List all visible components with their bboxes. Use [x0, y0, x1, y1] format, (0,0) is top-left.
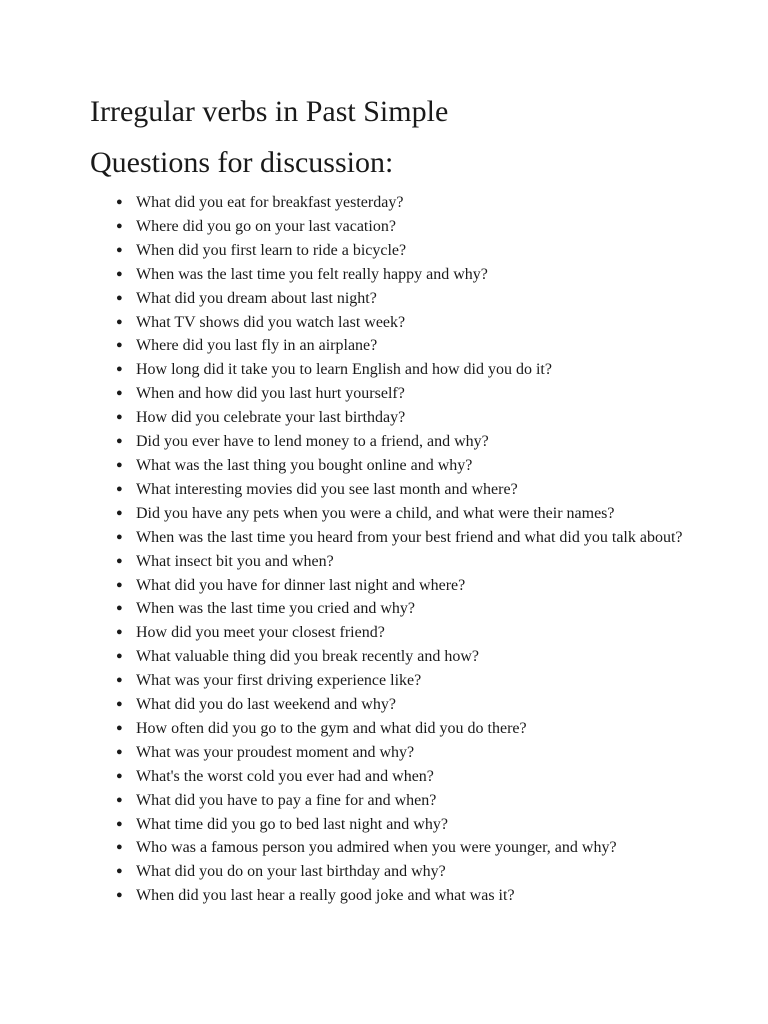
- bullet-icon: ●: [116, 435, 123, 448]
- question-text: What did you dream about last night?: [136, 289, 377, 307]
- question-text: When and how did you last hurt yourself?: [136, 385, 405, 403]
- bullet-icon: ●: [116, 482, 123, 495]
- list-item: [116, 382, 736, 406]
- list-item: [116, 550, 736, 574]
- bullet-icon: ●: [116, 674, 123, 687]
- bullet-icon: ●: [116, 889, 123, 902]
- question-text: What insect bit you and when?: [136, 552, 334, 570]
- list-item: [116, 741, 736, 765]
- bullet-icon: ●: [116, 817, 123, 830]
- bullet-icon: ●: [116, 196, 123, 208]
- list-item: [116, 765, 736, 789]
- bullet-icon: ●: [116, 841, 123, 854]
- question-text: How long did it take you to learn English and how did you do it?: [136, 361, 552, 379]
- question-text: How often did you go to the gym and what did you do there?: [136, 719, 527, 737]
- question-text: When was the last time you felt really happy and why?: [136, 265, 488, 283]
- list-item: [116, 406, 736, 430]
- question-text: What was your proudest moment and why?: [136, 743, 415, 761]
- list-item: [116, 239, 736, 263]
- question-text: Where did you last fly in an airplane?: [136, 337, 378, 355]
- bullet-icon: ●: [116, 626, 123, 639]
- list-item: [116, 645, 736, 669]
- bullet-icon: ●: [116, 865, 123, 878]
- list-item: [116, 334, 736, 358]
- question-text: What did you have to pay a fine for and when?: [136, 791, 437, 809]
- question-text: What was the last thing you bought online and why?: [136, 456, 473, 474]
- bullet-icon: ●: [116, 650, 123, 663]
- bullet-icon: ●: [116, 387, 123, 400]
- bullet-icon: ●: [116, 267, 123, 280]
- question-list: [116, 191, 736, 908]
- section-heading: Questions for discussion:: [90, 146, 394, 179]
- page-title: Irregular verbs in Past Simple: [90, 95, 449, 128]
- list-item: [116, 669, 736, 693]
- bullet-icon: ●: [116, 458, 123, 471]
- bullet-icon: ●: [116, 602, 123, 615]
- bullet-icon: ●: [116, 506, 123, 519]
- question-text: Did you have any pets when you were a child, and what were their names?: [136, 504, 615, 522]
- list-item: [116, 717, 736, 741]
- question-text: Who was a famous person you admired when you were younger, and why?: [136, 839, 617, 857]
- question-text: When was the last time you heard from your best friend and what did you talk about?: [136, 528, 683, 546]
- question-text: What did you eat for breakfast yesterday?: [136, 194, 404, 211]
- bullet-icon: ●: [116, 243, 123, 256]
- list-item: [116, 454, 736, 478]
- question-text: What TV shows did you watch last week?: [136, 313, 406, 331]
- bullet-icon: ●: [116, 291, 123, 304]
- bullet-icon: ●: [116, 745, 123, 758]
- bullet-icon: ●: [116, 721, 123, 734]
- list-item: [116, 263, 736, 287]
- bullet-icon: ●: [116, 793, 123, 806]
- list-item: [116, 813, 736, 837]
- question-text: What was your first driving experience like?: [136, 672, 422, 690]
- question-text: How did you celebrate your last birthday?: [136, 409, 406, 427]
- question-text: Did you ever have to lend money to a friend, and why?: [136, 433, 489, 451]
- bullet-icon: ●: [116, 315, 123, 328]
- bullet-icon: ●: [116, 219, 123, 232]
- list-item: [116, 693, 736, 717]
- list-item: [116, 836, 736, 860]
- question-text: What did you do on your last birthday and why?: [136, 863, 446, 881]
- list-item: [116, 621, 736, 645]
- question-text: When did you last hear a really good joke and what was it?: [136, 887, 515, 905]
- list-item: [116, 789, 736, 813]
- question-text: When was the last time you cried and why?: [136, 600, 416, 618]
- question-text: What interesting movies did you see last month and where?: [136, 480, 518, 498]
- question-text: How did you meet your closest friend?: [136, 624, 385, 642]
- list-item: [116, 597, 736, 621]
- list-item: [116, 311, 736, 335]
- bullet-icon: ●: [116, 698, 123, 711]
- list-item: [116, 884, 736, 908]
- question-text: When did you first learn to ride a bicycle?: [136, 241, 407, 259]
- bullet-icon: ●: [116, 554, 123, 567]
- bullet-icon: ●: [116, 578, 123, 591]
- list-item: [116, 502, 736, 526]
- bullet-icon: ●: [116, 769, 123, 782]
- list-item: [116, 287, 736, 311]
- list-item: [116, 526, 736, 550]
- question-text: What did you do last weekend and why?: [136, 696, 396, 714]
- bullet-icon: ●: [116, 339, 123, 352]
- bullet-icon: ●: [116, 363, 123, 376]
- question-text: What valuable thing did you break recently and how?: [136, 648, 479, 666]
- bullet-icon: ●: [116, 530, 123, 543]
- question-text: What did you have for dinner last night and where?: [136, 576, 466, 594]
- list-item: [116, 191, 736, 215]
- question-text: What time did you go to bed last night and why?: [136, 815, 448, 833]
- list-item: [116, 574, 736, 598]
- list-item: [116, 860, 736, 884]
- question-text: Where did you go on your last vacation?: [136, 217, 396, 235]
- list-item: [116, 215, 736, 239]
- list-item: [116, 478, 736, 502]
- bullet-icon: ●: [116, 411, 123, 424]
- list-item: [116, 430, 736, 454]
- question-text: What's the worst cold you ever had and when?: [136, 767, 434, 785]
- list-item: [116, 358, 736, 382]
